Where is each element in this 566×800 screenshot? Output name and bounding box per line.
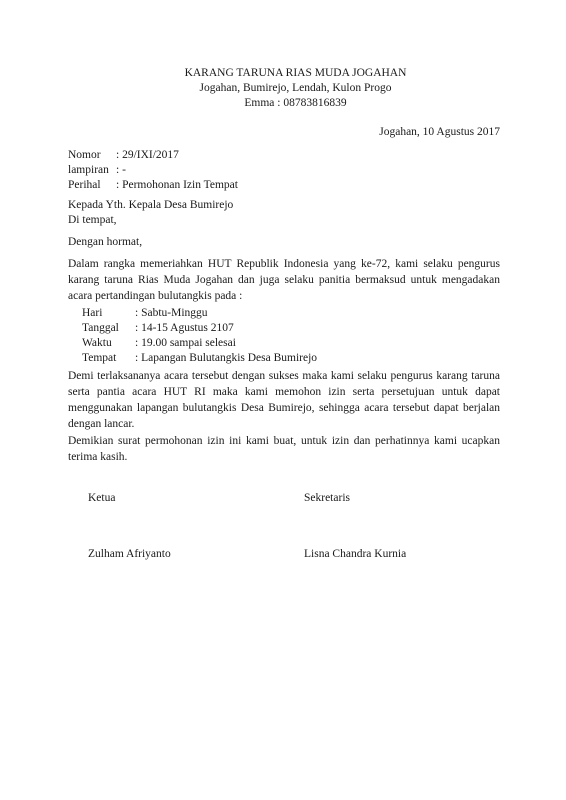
meta-row-number bbox=[68, 148, 238, 163]
detail-value: : 14-15 Agustus 2107 bbox=[135, 322, 234, 334]
meta-value: : 29/IXI/2017 bbox=[116, 149, 179, 161]
detail-row-day bbox=[82, 306, 317, 321]
signature-name-chair: Zulham Afriyanto bbox=[88, 548, 171, 560]
meta-label: Nomor bbox=[68, 149, 101, 161]
body-paragraph-closing: Demikian surat permohonan izin ini kami buat, untuk izin dan perhatinnya kami ucapkan terima kasih. bbox=[68, 435, 500, 463]
organization-contact: Emma : 08783816839 bbox=[244, 97, 347, 109]
letter-meta bbox=[68, 148, 238, 193]
recipient-place: Di tempat, bbox=[68, 214, 117, 226]
detail-row-time bbox=[82, 336, 317, 351]
organization-address: Jogahan, Bumirejo, Lendah, Kulon Progo bbox=[199, 82, 392, 94]
greeting: Dengan hormat, bbox=[68, 236, 143, 248]
detail-label: Tempat bbox=[82, 352, 117, 364]
detail-value: : 19.00 sampai selesai bbox=[135, 337, 236, 349]
detail-label: Tanggal bbox=[82, 322, 119, 334]
organization-name: KARANG TARUNA RIAS MUDA JOGAHAN bbox=[184, 67, 407, 79]
meta-label: Perihal bbox=[68, 179, 101, 191]
detail-row-place bbox=[82, 351, 317, 366]
recipient-block bbox=[68, 198, 233, 228]
body-paragraph-intro: Dalam rangka memeriahkan HUT Republik Indonesia yang ke-72, kami selaku pengurus karang taruna Rias Muda Jogahan dan juga selaku panitia bermaksud untuk mengadakan acara pertandingan bulutangkis pada : bbox=[68, 258, 500, 302]
meta-row-subject bbox=[68, 178, 238, 193]
body-paragraph-request: Demi terlaksananya acara tersebut dengan sukses maka kami selaku pengurus karang taruna serta pantia acara HUT RI maka kami memohon izin serta persetujuan untuk dapat menggunakan lapangan bulutangkis Desa Bumirejo, sehingga acara tersebut dapat berjalan dengan lancar. bbox=[68, 370, 500, 430]
detail-row-date bbox=[82, 321, 317, 336]
signature-title-secretary: Sekretaris bbox=[304, 492, 350, 504]
detail-label: Waktu bbox=[82, 337, 112, 349]
letter-date: Jogahan, 10 Agustus 2017 bbox=[379, 126, 500, 138]
signature-name-secretary: Lisna Chandra Kurnia bbox=[304, 548, 407, 560]
meta-row-attachment bbox=[68, 163, 238, 178]
detail-value: : Sabtu-Minggu bbox=[135, 307, 208, 319]
meta-label: lampiran bbox=[68, 164, 109, 176]
detail-label: Hari bbox=[82, 307, 103, 319]
signature-title-chair: Ketua bbox=[88, 492, 116, 504]
meta-value: : Permohonan Izin Tempat bbox=[116, 179, 238, 191]
event-details bbox=[82, 306, 317, 366]
detail-value: : Lapangan Bulutangkis Desa Bumirejo bbox=[135, 352, 318, 364]
recipient-line: Kepada Yth. Kepala Desa Bumirejo bbox=[68, 199, 234, 211]
letterhead bbox=[0, 66, 566, 111]
meta-value: : - bbox=[116, 164, 126, 176]
